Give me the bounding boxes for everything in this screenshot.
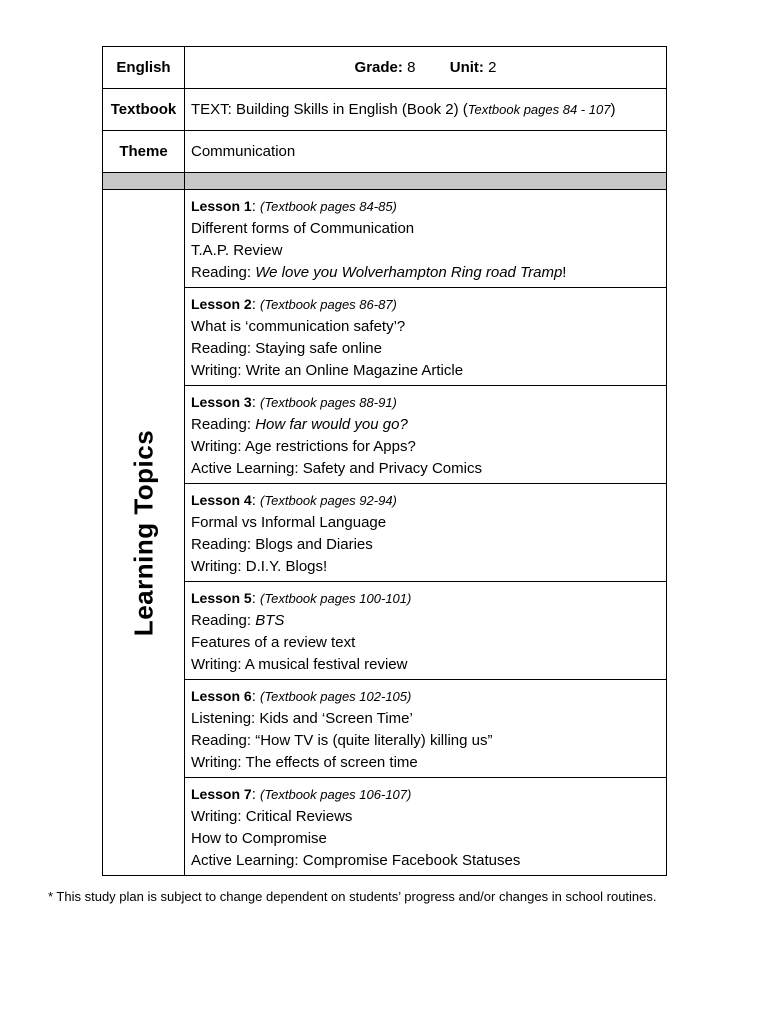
lesson-line: Writing: Age restrictions for Apps? [191, 438, 416, 455]
learning-topics-cell [103, 190, 185, 876]
study-plan-table [102, 46, 667, 876]
lesson-line: Writing: Critical Reviews [191, 808, 353, 825]
lesson-title: Lesson 6 [191, 688, 252, 704]
lesson-row [103, 778, 667, 876]
lesson-pages: (Textbook pages 84-85) [260, 199, 397, 214]
textbook-value: TEXT: Building Skills in English (Book 2) (Textbook pages 84 - 107) [185, 89, 667, 131]
reading-suffix: ! [562, 264, 567, 281]
theme-value: Communication [185, 131, 667, 173]
textbook-pages: Textbook pages 84 - 107 [467, 102, 611, 117]
lesson-pages: (Textbook pages 88-91) [260, 395, 397, 410]
lesson-line: Writing: Write an Online Magazine Article [191, 362, 464, 379]
lesson-line: Reading: Staying safe online [191, 340, 382, 357]
lesson-line: Active Learning: Compromise Facebook Statuses [191, 852, 521, 869]
header-row [103, 47, 667, 89]
lesson-pages: (Textbook pages 100-101) [260, 591, 412, 606]
lesson-line: T.A.P. Review [191, 242, 283, 259]
lesson-7: Lesson 7: (Textbook pages 106-107) Writing: Critical Reviews How to Compromise Active Learning: Compromise Facebook Statuses [185, 778, 667, 876]
lesson-title: Lesson 1 [191, 198, 252, 214]
lesson-line: Formal vs Informal Language [191, 514, 387, 531]
textbook-text: TEXT: Building Skills in English (Book 2) [191, 101, 459, 118]
divider-cell-left [103, 173, 185, 190]
divider-row [103, 173, 667, 190]
textbook-label: Textbook [103, 89, 185, 131]
lesson-line: Writing: The effects of screen time [191, 754, 418, 771]
reading-title: We love you Wolverhampton Ring road Tramp [255, 264, 563, 281]
lesson-line: Reading: Blogs and Diaries [191, 536, 373, 553]
reading-title: BTS [255, 612, 285, 629]
lesson-line: Reading: “How TV is (quite literally) killing us” [191, 732, 493, 749]
lesson-pages: (Textbook pages 86-87) [260, 297, 397, 312]
lesson-line: Different forms of Communication [191, 220, 415, 237]
lesson-line: Listening: Kids and ‘Screen Time’ [191, 710, 413, 727]
reading-prefix: Reading: [191, 416, 256, 433]
lesson-row [103, 582, 667, 680]
lesson-reading-line [191, 414, 666, 436]
lesson-row [103, 680, 667, 778]
lesson-reading-line [191, 610, 666, 632]
lesson-6: Lesson 6: (Textbook pages 102-105) Listening: Kids and ‘Screen Time’ Reading: “How TV is (quite literally) killing us” Writing: The effects of screen time [185, 680, 667, 778]
lesson-reading-line [191, 262, 666, 284]
grade-value: 8 [407, 59, 416, 76]
lesson-row [103, 190, 667, 288]
lesson-pages: (Textbook pages 102-105) [260, 689, 412, 704]
lesson-title: Lesson 7 [191, 786, 252, 802]
reading-title: How far would you go? [255, 416, 408, 433]
lesson-title: Lesson 4 [191, 492, 252, 508]
lesson-line: Writing: A musical festival review [191, 656, 408, 673]
lesson-5: Lesson 5: (Textbook pages 100-101) Reading: BTS Features of a review text Writing: A musical festival review [185, 582, 667, 680]
lesson-line: Active Learning: Safety and Privacy Comics [191, 460, 482, 477]
divider-cell-right [185, 173, 667, 190]
lesson-4: Lesson 4: (Textbook pages 92-94) Formal vs Informal Language Reading: Blogs and Diaries Writing: D.I.Y. Blogs! [185, 484, 667, 582]
lesson-row [103, 288, 667, 386]
lesson-2: Lesson 2: (Textbook pages 86-87) What is ‘communication safety’? Reading: Staying safe online Writing: Write an Online Magazine Article [185, 288, 667, 386]
lesson-1: Lesson 1: (Textbook pages 84-85) Different forms of Communication T.A.P. Review Reading: We love you Wolverhampton Ring road Tramp! [185, 190, 667, 288]
lesson-title: Lesson 5 [191, 590, 252, 606]
subject-cell: English [103, 47, 185, 89]
textbook-row [103, 89, 667, 131]
lesson-pages: (Textbook pages 92-94) [260, 493, 397, 508]
lesson-line: What is ‘communication safety’? [191, 318, 406, 335]
grade-label: Grade: [354, 59, 403, 76]
lesson-title: Lesson 2 [191, 296, 252, 312]
unit-value: 2 [488, 59, 497, 76]
grade-unit-cell [185, 47, 667, 89]
lesson-row [103, 484, 667, 582]
lesson-line: Features of a review text [191, 634, 356, 651]
lesson-row [103, 386, 667, 484]
unit-label: Unit: [449, 59, 484, 76]
lesson-title: Lesson 3 [191, 394, 252, 410]
theme-row [103, 131, 667, 173]
lesson-3: Lesson 3: (Textbook pages 88-91) Reading: How far would you go? Writing: Age restrictions for Apps? Active Learning: Safety and Privacy Comics [185, 386, 667, 484]
reading-prefix: Reading: [191, 264, 256, 281]
lesson-pages: (Textbook pages 106-107) [260, 787, 412, 802]
lesson-line: How to Compromise [191, 830, 327, 847]
footnote: * This study plan is subject to change dependent on students’ progress and/or changes in school routines. [48, 889, 657, 904]
theme-label: Theme [103, 131, 185, 173]
reading-prefix: Reading: [191, 612, 256, 629]
learning-topics-label: Learning Topics [128, 429, 158, 636]
lesson-line: Writing: D.I.Y. Blogs! [191, 558, 328, 575]
